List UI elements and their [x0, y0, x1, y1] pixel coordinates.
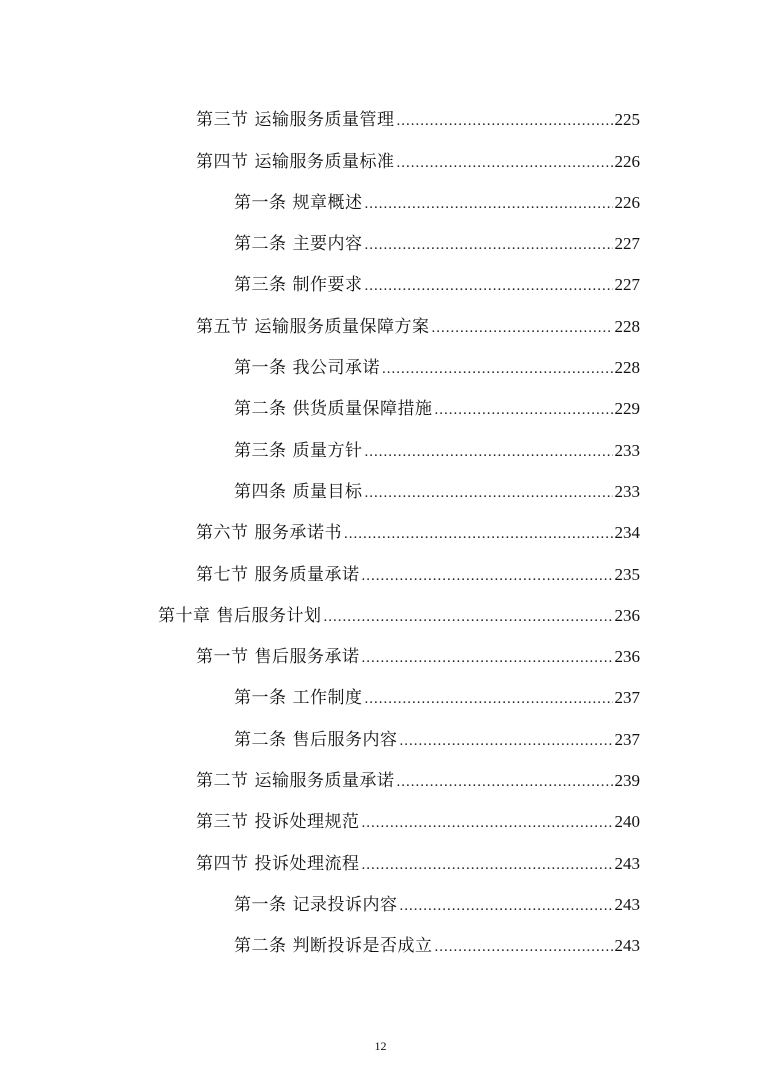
toc-entry-number: 第二条 — [234, 399, 287, 420]
toc-entry-text: 投诉处理流程 — [254, 853, 360, 874]
toc-entry-title — [234, 683, 363, 708]
toc-entry[interactable] — [0, 502, 761, 543]
toc-entry[interactable] — [0, 832, 761, 873]
toc-entry-number: 第五节 — [196, 316, 249, 337]
toc-entry-text: 主要内容 — [292, 234, 363, 255]
toc-entry-title — [196, 518, 342, 543]
toc-entry[interactable] — [0, 295, 761, 336]
toc-entry-number: 第三条 — [234, 275, 287, 296]
dot-leader — [400, 733, 613, 750]
toc-entry-text: 工作制度 — [292, 688, 363, 709]
toc-entry-text: 质量目标 — [292, 481, 363, 502]
dot-leader — [362, 650, 613, 667]
toc-entry-page: 243 — [614, 894, 640, 914]
toc-entry-number: 第二节 — [196, 771, 249, 792]
toc-entry-page: 233 — [614, 481, 640, 501]
toc-entry-page: 233 — [614, 440, 640, 460]
toc-entry-title — [234, 229, 363, 254]
toc-entry-text: 服务质量承诺 — [254, 564, 360, 585]
toc-entry-text: 我公司承诺 — [292, 358, 380, 379]
dot-leader — [365, 196, 613, 213]
toc-entry-number: 第六节 — [196, 523, 249, 544]
toc-entry-title — [234, 394, 433, 419]
toc-entry-number: 第三节 — [196, 812, 249, 833]
toc-entry[interactable] — [0, 750, 761, 791]
toc-entry-text: 售后服务承诺 — [254, 647, 360, 668]
toc-entry-page: 229 — [614, 399, 640, 419]
toc-entry-page: 236 — [614, 647, 640, 667]
toc-entry-title — [234, 890, 398, 915]
toc-entry-page: 239 — [614, 771, 640, 791]
toc-entry-title — [234, 931, 433, 956]
dot-leader — [365, 278, 613, 295]
toc-entry[interactable] — [0, 378, 761, 419]
dot-leader — [397, 774, 613, 791]
toc-entry-text: 服务承诺书 — [254, 523, 342, 544]
toc-entry-page: 225 — [614, 110, 640, 130]
toc-entry-number: 第四节 — [196, 151, 249, 172]
dot-leader — [397, 155, 613, 172]
toc-entry-page: 227 — [614, 275, 640, 295]
toc-entry-number: 第二条 — [234, 936, 287, 957]
toc-entry[interactable] — [0, 708, 761, 749]
dot-leader — [432, 320, 613, 337]
toc-entry-number: 第一节 — [196, 647, 249, 668]
table-of-contents — [0, 89, 761, 956]
toc-entry-number: 第一条 — [234, 688, 287, 709]
toc-entry[interactable] — [0, 254, 761, 295]
toc-entry-text: 记录投诉内容 — [292, 894, 398, 915]
dot-leader — [362, 815, 613, 832]
toc-entry[interactable] — [0, 337, 761, 378]
toc-entry[interactable] — [0, 791, 761, 832]
toc-entry-text: 运输服务质量承诺 — [254, 771, 395, 792]
dot-leader — [382, 361, 613, 378]
toc-entry-text: 售后服务计划 — [216, 605, 322, 626]
toc-entry[interactable] — [0, 874, 761, 915]
toc-entry-title — [196, 807, 360, 832]
toc-entry-number: 第二条 — [234, 729, 287, 750]
toc-entry-title — [196, 147, 395, 172]
toc-entry-page: 228 — [614, 316, 640, 336]
toc-entry-page: 234 — [614, 523, 640, 543]
toc-entry-title — [234, 188, 363, 213]
toc-entry-title — [196, 105, 395, 130]
dot-leader — [365, 691, 613, 708]
toc-entry[interactable] — [0, 461, 761, 502]
toc-entry[interactable] — [0, 585, 761, 626]
toc-entry-title — [196, 312, 430, 337]
dot-leader — [362, 857, 613, 874]
toc-entry-page: 228 — [614, 358, 640, 378]
toc-entry-number: 第一条 — [234, 894, 287, 915]
dot-leader — [397, 113, 613, 130]
toc-entry-page: 240 — [614, 812, 640, 832]
toc-entry-title — [196, 849, 360, 874]
page-number: 12 — [374, 1039, 387, 1053]
dot-leader — [365, 237, 613, 254]
toc-entry[interactable] — [0, 915, 761, 956]
toc-entry-number: 第二条 — [234, 234, 287, 255]
toc-entry-page: 226 — [614, 151, 640, 171]
toc-entry[interactable] — [0, 543, 761, 584]
toc-entry-page: 237 — [614, 729, 640, 749]
toc-entry-number: 第四节 — [196, 853, 249, 874]
toc-entry[interactable] — [0, 130, 761, 171]
toc-entry-number: 第十章 — [158, 605, 211, 626]
dot-leader — [400, 898, 613, 915]
toc-entry-page: 243 — [614, 853, 640, 873]
toc-entry[interactable] — [0, 626, 761, 667]
toc-entry-page: 243 — [614, 936, 640, 956]
toc-entry-title — [234, 353, 380, 378]
toc-entry-title — [158, 601, 322, 626]
dot-leader — [435, 402, 613, 419]
toc-entry-title — [234, 270, 363, 295]
toc-entry-page: 236 — [614, 605, 640, 625]
toc-entry[interactable] — [0, 172, 761, 213]
toc-entry-page: 227 — [614, 234, 640, 254]
dot-leader — [362, 568, 613, 585]
toc-entry-title — [234, 725, 398, 750]
toc-entry-title — [196, 642, 360, 667]
dot-leader — [365, 485, 613, 502]
toc-entry-page: 226 — [614, 192, 640, 212]
toc-entry-number: 第一条 — [234, 358, 287, 379]
toc-entry[interactable] — [0, 419, 761, 460]
toc-entry-text: 判断投诉是否成立 — [292, 936, 433, 957]
toc-entry-number: 第四条 — [234, 481, 287, 502]
toc-entry-text: 运输服务质量标准 — [254, 151, 395, 172]
toc-entry[interactable] — [0, 213, 761, 254]
toc-entry-page: 237 — [614, 688, 640, 708]
dot-leader — [344, 526, 613, 543]
toc-entry-title — [196, 560, 360, 585]
toc-entry-title — [234, 477, 363, 502]
toc-entry-text: 供货质量保障措施 — [292, 399, 433, 420]
toc-entry-text: 制作要求 — [292, 275, 363, 296]
toc-entry-text: 售后服务内容 — [292, 729, 398, 750]
toc-entry-title — [196, 766, 395, 791]
toc-entry-number: 第一条 — [234, 192, 287, 213]
toc-entry-text: 运输服务质量管理 — [254, 110, 395, 131]
toc-entry-text: 规章概述 — [292, 192, 363, 213]
toc-entry-text: 质量方针 — [292, 440, 363, 461]
toc-entry-page: 235 — [614, 564, 640, 584]
dot-leader — [324, 609, 613, 626]
toc-entry-number: 第三节 — [196, 110, 249, 131]
dot-leader — [435, 939, 613, 956]
toc-entry[interactable] — [0, 89, 761, 130]
toc-entry-number: 第七节 — [196, 564, 249, 585]
toc-entry-title — [234, 436, 363, 461]
toc-entry[interactable] — [0, 667, 761, 708]
toc-entry-text: 运输服务质量保障方案 — [254, 316, 430, 337]
toc-entry-text: 投诉处理规范 — [254, 812, 360, 833]
dot-leader — [365, 444, 613, 461]
toc-entry-number: 第三条 — [234, 440, 287, 461]
